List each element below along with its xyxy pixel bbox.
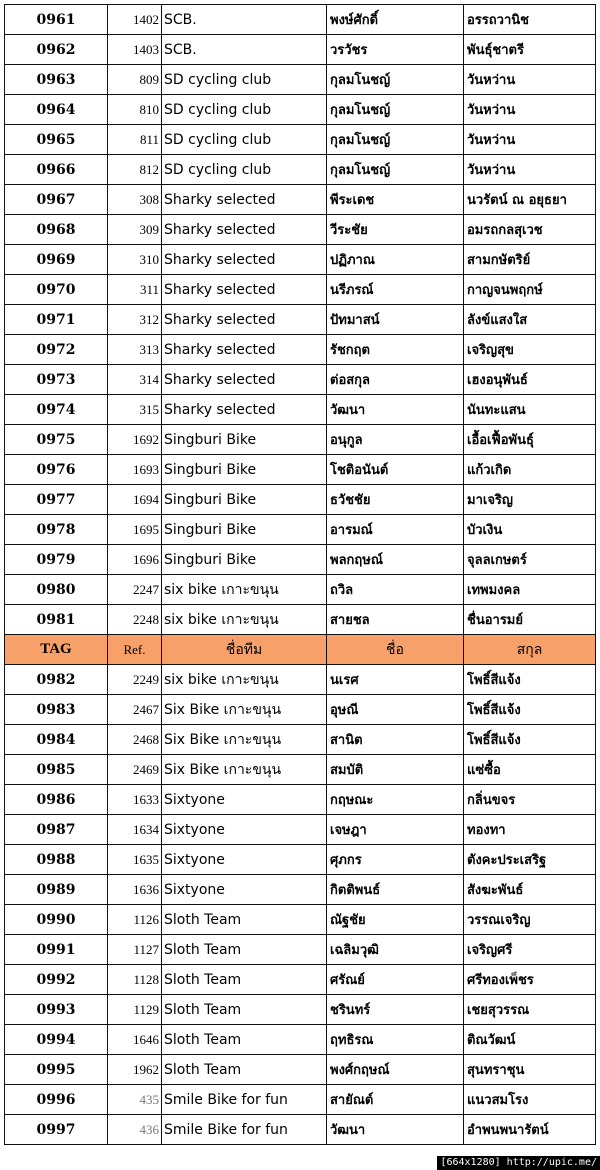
team-cell: Six Bike เกาะขนุน [162, 755, 327, 785]
surname-cell: เจริญสุข [464, 335, 596, 365]
tag-cell: 0966 [5, 155, 108, 185]
ref-cell: 315 [108, 395, 162, 425]
ref-cell: 309 [108, 215, 162, 245]
surname-cell: วันหว่าน [464, 65, 596, 95]
name-cell: กุลมโนชญ์ [327, 95, 464, 125]
header-ref: Ref. [108, 635, 162, 665]
name-cell: วัฒนา [327, 1115, 464, 1145]
tag-cell: 0968 [5, 215, 108, 245]
table-row [5, 935, 596, 965]
team-cell: SCB. [162, 35, 327, 65]
table-body [5, 5, 596, 1145]
table-row [5, 35, 596, 65]
ref-cell: 810 [108, 95, 162, 125]
tag-cell: 0964 [5, 95, 108, 125]
surname-cell: เชยสุวรรณ [464, 995, 596, 1025]
tag-cell: 0994 [5, 1025, 108, 1055]
ref-cell: 1692 [108, 425, 162, 455]
table-row [5, 245, 596, 275]
ref-cell: 1696 [108, 545, 162, 575]
ref-cell: 313 [108, 335, 162, 365]
name-cell: ฤทธิรณ [327, 1025, 464, 1055]
name-cell: ศุภกร [327, 845, 464, 875]
table-row [5, 965, 596, 995]
tag-cell: 0967 [5, 185, 108, 215]
header-tag: TAG [5, 635, 108, 665]
ref-cell: 812 [108, 155, 162, 185]
table-row [5, 485, 596, 515]
tag-cell: 0961 [5, 5, 108, 35]
team-cell: Sixtyone [162, 815, 327, 845]
team-cell: Singburi Bike [162, 485, 327, 515]
name-cell: นเรศ [327, 665, 464, 695]
name-cell: ธวัชชัย [327, 485, 464, 515]
tag-cell: 0973 [5, 365, 108, 395]
surname-cell: ทองทา [464, 815, 596, 845]
tag-cell: 0975 [5, 425, 108, 455]
surname-cell: เฮงอนุพันธ์ [464, 365, 596, 395]
team-cell: Sixtyone [162, 875, 327, 905]
ref-cell: 2249 [108, 665, 162, 695]
ref-cell: 311 [108, 275, 162, 305]
table-row [5, 515, 596, 545]
ref-cell: 435 [108, 1085, 162, 1115]
table-row [5, 365, 596, 395]
team-cell: six bike เกาะขนุน [162, 665, 327, 695]
surname-cell: อำพนพนารัตน์ [464, 1115, 596, 1145]
surname-cell: เทพมงคล [464, 575, 596, 605]
table-row [5, 695, 596, 725]
name-cell: ณัฐชัย [327, 905, 464, 935]
ref-cell: 308 [108, 185, 162, 215]
name-cell: เฉลิมวุฒิ [327, 935, 464, 965]
name-cell: วัฒนา [327, 395, 464, 425]
table-row [5, 305, 596, 335]
name-cell: กุลมโนชญ์ [327, 65, 464, 95]
table-row [5, 665, 596, 695]
team-cell: Sloth Team [162, 1055, 327, 1085]
header-row [5, 635, 596, 665]
table-row [5, 605, 596, 635]
tag-cell: 0993 [5, 995, 108, 1025]
team-cell: Sloth Team [162, 995, 327, 1025]
name-cell: วีระชัย [327, 215, 464, 245]
name-cell: โชติอนันต์ [327, 455, 464, 485]
name-cell: ศรัณย์ [327, 965, 464, 995]
surname-cell: วันหว่าน [464, 125, 596, 155]
ref-cell: 1694 [108, 485, 162, 515]
table-row [5, 995, 596, 1025]
team-cell: Sharky selected [162, 275, 327, 305]
ref-cell: 1129 [108, 995, 162, 1025]
team-cell: Sixtyone [162, 785, 327, 815]
team-cell: SCB. [162, 5, 327, 35]
table-row [5, 815, 596, 845]
ref-cell: 1962 [108, 1055, 162, 1085]
surname-cell: แนวสมโรง [464, 1085, 596, 1115]
name-cell: เจษฎา [327, 815, 464, 845]
ref-cell: 2467 [108, 695, 162, 725]
tag-cell: 0970 [5, 275, 108, 305]
team-cell: Sloth Team [162, 965, 327, 995]
surname-cell: ลังข์แสงใส [464, 305, 596, 335]
tag-cell: 0971 [5, 305, 108, 335]
table-row [5, 5, 596, 35]
table-row [5, 215, 596, 245]
surname-cell: แซ่ซื้อ [464, 755, 596, 785]
team-cell: Sloth Team [162, 905, 327, 935]
surname-cell: วันหว่าน [464, 95, 596, 125]
table-row [5, 575, 596, 605]
team-cell: Sharky selected [162, 395, 327, 425]
name-cell: กิตติพนธ์ [327, 875, 464, 905]
surname-cell: วรรณเจริญ [464, 905, 596, 935]
name-cell: ปฏิภาณ [327, 245, 464, 275]
team-cell: Sloth Team [162, 935, 327, 965]
ref-cell: 314 [108, 365, 162, 395]
surname-cell: ตังคะประเสริฐ [464, 845, 596, 875]
team-cell: six bike เกาะขนุน [162, 575, 327, 605]
table-row [5, 845, 596, 875]
name-cell: สานิต [327, 725, 464, 755]
surname-cell: สังฆะพันธ์ [464, 875, 596, 905]
ref-cell: 809 [108, 65, 162, 95]
tag-cell: 0981 [5, 605, 108, 635]
surname-cell: ชื่นอารมย์ [464, 605, 596, 635]
surname-cell: เจริญศรี [464, 935, 596, 965]
surname-cell: ติณวัฒน์ [464, 1025, 596, 1055]
name-cell: วรวัชร [327, 35, 464, 65]
team-cell: Sixtyone [162, 845, 327, 875]
team-cell: Sharky selected [162, 245, 327, 275]
surname-cell: บัวเงิน [464, 515, 596, 545]
surname-cell: สุนทราชุน [464, 1055, 596, 1085]
team-cell: Singburi Bike [162, 425, 327, 455]
team-cell: SD cycling club [162, 125, 327, 155]
table-row [5, 425, 596, 455]
tag-cell: 0991 [5, 935, 108, 965]
surname-cell: โพธิ์สีแจ้ง [464, 695, 596, 725]
table-row [5, 185, 596, 215]
watermark-label: [664x1280] http://upic.me/ [437, 1156, 600, 1170]
surname-cell: ศรีทองเพ็ชร [464, 965, 596, 995]
table-row [5, 1115, 596, 1145]
surname-cell: โพธิ์สีแจ้ง [464, 665, 596, 695]
ref-cell: 312 [108, 305, 162, 335]
tag-cell: 0969 [5, 245, 108, 275]
tag-cell: 0985 [5, 755, 108, 785]
tag-cell: 0977 [5, 485, 108, 515]
surname-cell: นันทะแสน [464, 395, 596, 425]
tag-cell: 0965 [5, 125, 108, 155]
ref-cell: 1636 [108, 875, 162, 905]
tag-cell: 0978 [5, 515, 108, 545]
header-surname: สกุล [464, 635, 596, 665]
team-cell: Singburi Bike [162, 455, 327, 485]
tag-cell: 0984 [5, 725, 108, 755]
table-row [5, 755, 596, 785]
team-cell: six bike เกาะขนุน [162, 605, 327, 635]
table-row [5, 275, 596, 305]
tag-cell: 0990 [5, 905, 108, 935]
team-cell: Smile Bike for fun [162, 1115, 327, 1145]
ref-cell: 1695 [108, 515, 162, 545]
ref-cell: 1126 [108, 905, 162, 935]
surname-cell: สามกษัตริย์ [464, 245, 596, 275]
ref-cell: 2248 [108, 605, 162, 635]
team-cell: Sharky selected [162, 185, 327, 215]
surname-cell: เอื้อเฟื้อพันธุ์ [464, 425, 596, 455]
team-cell: Sloth Team [162, 1025, 327, 1055]
table-row [5, 785, 596, 815]
table-row [5, 455, 596, 485]
name-cell: ถวิล [327, 575, 464, 605]
surname-cell: นวรัตน์ ณ อยุธยา [464, 185, 596, 215]
tag-cell: 0980 [5, 575, 108, 605]
tag-cell: 0982 [5, 665, 108, 695]
ref-cell: 811 [108, 125, 162, 155]
tag-cell: 0983 [5, 695, 108, 725]
table-row [5, 155, 596, 185]
ref-cell: 1402 [108, 5, 162, 35]
name-cell: รัชกฤต [327, 335, 464, 365]
name-cell: พงศ์กฤษณ์ [327, 1055, 464, 1085]
tag-cell: 0979 [5, 545, 108, 575]
name-cell: พลกฤษณ์ [327, 545, 464, 575]
tag-cell: 0987 [5, 815, 108, 845]
table-row [5, 65, 596, 95]
surname-cell: แก้วเกิด [464, 455, 596, 485]
surname-cell: อมรถกลสุเวช [464, 215, 596, 245]
tag-cell: 0992 [5, 965, 108, 995]
table-row [5, 875, 596, 905]
ref-cell: 310 [108, 245, 162, 275]
name-cell: อุษณี [327, 695, 464, 725]
tag-cell: 0988 [5, 845, 108, 875]
ref-cell: 1635 [108, 845, 162, 875]
surname-cell: กาญจนพฤกษ์ [464, 275, 596, 305]
name-cell: พงษ์ศักดิ์ [327, 5, 464, 35]
name-cell: สมบัติ [327, 755, 464, 785]
tag-cell: 0963 [5, 65, 108, 95]
surname-cell: โพธิ์สีแจ้ง [464, 725, 596, 755]
tag-cell: 0976 [5, 455, 108, 485]
team-cell: Sharky selected [162, 305, 327, 335]
table-row [5, 1055, 596, 1085]
table-row [5, 95, 596, 125]
tag-cell: 0989 [5, 875, 108, 905]
ref-cell: 1633 [108, 785, 162, 815]
name-cell: นรีภรณ์ [327, 275, 464, 305]
ref-cell: 2247 [108, 575, 162, 605]
table-row [5, 725, 596, 755]
name-cell: พีระเดช [327, 185, 464, 215]
ref-cell: 436 [108, 1115, 162, 1145]
ref-cell: 1693 [108, 455, 162, 485]
team-cell: Sharky selected [162, 365, 327, 395]
team-cell: SD cycling club [162, 65, 327, 95]
header-team: ชื่อทีม [162, 635, 327, 665]
table-row [5, 125, 596, 155]
ref-cell: 1403 [108, 35, 162, 65]
tag-cell: 0996 [5, 1085, 108, 1115]
team-cell: SD cycling club [162, 95, 327, 125]
surname-cell: กลิ่นขจร [464, 785, 596, 815]
name-cell: กุลมโนชญ์ [327, 125, 464, 155]
ref-cell: 2469 [108, 755, 162, 785]
registration-table [4, 4, 596, 1145]
team-cell: Sharky selected [162, 215, 327, 245]
team-cell: Singburi Bike [162, 545, 327, 575]
team-cell: Six Bike เกาะขนุน [162, 725, 327, 755]
table-row [5, 395, 596, 425]
ref-cell: 1634 [108, 815, 162, 845]
surname-cell: วันหว่าน [464, 155, 596, 185]
name-cell: กฤษณะ [327, 785, 464, 815]
table-row [5, 335, 596, 365]
name-cell: กุลมโนชญ์ [327, 155, 464, 185]
name-cell: สายัณต์ [327, 1085, 464, 1115]
ref-cell: 1128 [108, 965, 162, 995]
tag-cell: 0974 [5, 395, 108, 425]
team-cell: Six Bike เกาะขนุน [162, 695, 327, 725]
table-row [5, 905, 596, 935]
surname-cell: พันธุ์ชาตรี [464, 35, 596, 65]
tag-cell: 0962 [5, 35, 108, 65]
tag-cell: 0972 [5, 335, 108, 365]
name-cell: ชรินทร์ [327, 995, 464, 1025]
tag-cell: 0995 [5, 1055, 108, 1085]
team-cell: SD cycling club [162, 155, 327, 185]
name-cell: ต่อสกุล [327, 365, 464, 395]
name-cell: อารมณ์ [327, 515, 464, 545]
team-cell: Sharky selected [162, 335, 327, 365]
name-cell: สายชล [327, 605, 464, 635]
name-cell: ปัทมาสน์ [327, 305, 464, 335]
ref-cell: 2468 [108, 725, 162, 755]
ref-cell: 1127 [108, 935, 162, 965]
table-row [5, 545, 596, 575]
team-cell: Smile Bike for fun [162, 1085, 327, 1115]
tag-cell: 0997 [5, 1115, 108, 1145]
surname-cell: อรรถวานิช [464, 5, 596, 35]
surname-cell: มาเจริญ [464, 485, 596, 515]
name-cell: อนุกูล [327, 425, 464, 455]
surname-cell: จุลลเกษตร์ [464, 545, 596, 575]
team-cell: Singburi Bike [162, 515, 327, 545]
tag-cell: 0986 [5, 785, 108, 815]
header-name: ชื่อ [327, 635, 464, 665]
table-row [5, 1085, 596, 1115]
table-row [5, 1025, 596, 1055]
ref-cell: 1646 [108, 1025, 162, 1055]
